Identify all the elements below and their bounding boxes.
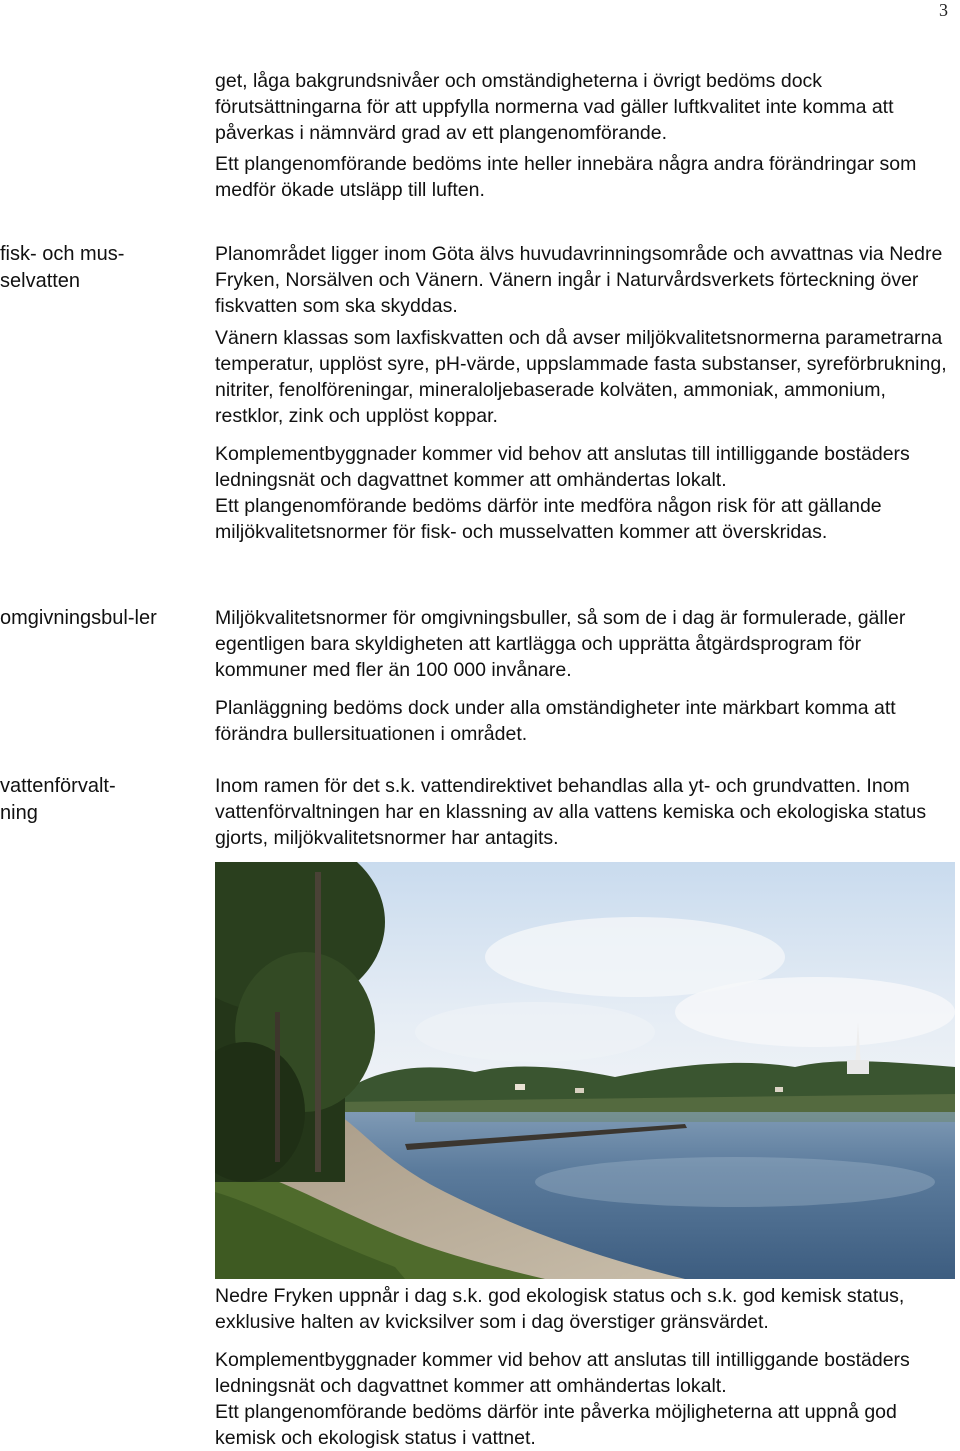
buller-paragraph-1: Miljökvalitetsnormer för omgivningsbuller, så som de i dag är formulerade, gäller egentligen bara skyldigheten att kartlägga och upprätta åtgärdsprogram för kommuner med fler än 100 000 invånare. xyxy=(215,607,906,681)
vatten-section xyxy=(215,773,955,851)
house xyxy=(775,1087,783,1092)
fisk-paragraph-4: Ett plangenomförande bedöms därför inte medföra någon risk för att gällande miljökvalitetsnormer för fisk- och musselvatten kommer att överskridas. xyxy=(215,495,882,543)
side-label-buller: omgivningsbul-ler xyxy=(0,607,157,629)
cloud xyxy=(675,977,955,1047)
page-number: 3 xyxy=(939,0,948,20)
vatten-paragraph-2: Nedre Fryken uppnår i dag s.k. god ekologisk status och s.k. god kemisk status, exklusive halten av kvicksilver som i dag överstiger gränsvärdet. xyxy=(215,1285,905,1333)
side-label-vatten: vattenförvalt-ning xyxy=(0,775,116,824)
intro-paragraph-2: Ett plangenomförande bedöms inte heller innebära några andra förändringar som medför ökade utsläpp till luften. xyxy=(215,153,917,201)
house xyxy=(515,1084,525,1090)
fisk-paragraph-2: Vänern klassas som laxfiskvatten och då avser miljökvalitetsnormerna parametrarna temperatur, upplöst syre, pH-värde, uppslammade fasta substanser, syreförbrukning, nitriter, fenolföreningar, mineraloljebaserade kolväten, ammoniak, ammonium, restklor, zink och upplöst koppar. xyxy=(215,327,947,427)
buller-section xyxy=(215,605,955,747)
intro-paragraph-1: get, låga bakgrundsnivåer och omständigheterna i övrigt bedöms dock förutsättningarna för att uppfylla normerna vad gäller luftkvalitet inte komma att påverkas i nämnvärd grad av ett plangenomförande. xyxy=(215,70,894,144)
lake-photo xyxy=(215,862,955,1279)
fisk-paragraph-1: Planområdet ligger inom Göta älvs huvudavrinningsområde och avvattnas via Nedre Fryken, Norsälven och Vänern. Vänern ingår i Naturvårdsverkets förteckning över fiskvatten som ska skyddas. xyxy=(215,243,943,317)
vatten-paragraph-4: Ett plangenomförande bedöms därför inte påverka möjligheterna att uppnå god kemisk och ekologisk status i vattnet. xyxy=(215,1401,897,1449)
vatten-paragraph-3: Komplementbyggnader kommer vid behov att anslutas till intilliggande bostäders ledningsnät och dagvattnet kommer att omhändertas lokalt. xyxy=(215,1349,910,1397)
intro-section xyxy=(215,68,955,203)
house xyxy=(575,1088,584,1093)
tree-trunk xyxy=(315,872,321,1172)
reflection xyxy=(415,1112,955,1122)
buller-paragraph-2: Planläggning bedöms dock under alla omständigheter inte märkbart komma att förändra bullersituationen i området. xyxy=(215,697,896,745)
lake-photo-drawing xyxy=(215,862,955,1279)
side-label-fisk: fisk- och mus-selvatten xyxy=(0,243,125,292)
reflection xyxy=(535,1157,935,1207)
church-building xyxy=(847,1060,869,1074)
vatten-paragraph-1: Inom ramen för det s.k. vattendirektivet behandlas alla yt- och grundvatten. Inom vattenförvaltningen har en klassning av alla vattens kemiska och ekologiska status gjorts, miljökvalitetsnormer har antagits. xyxy=(215,775,927,849)
fisk-section xyxy=(215,241,955,545)
vatten-section-continued xyxy=(215,1283,955,1451)
tree-trunk xyxy=(275,1012,280,1162)
fisk-paragraph-3: Komplementbyggnader kommer vid behov att anslutas till intilliggande bostäders ledningsnät och dagvattnet kommer att omhändertas lokalt. xyxy=(215,443,910,491)
cloud xyxy=(415,1002,655,1062)
